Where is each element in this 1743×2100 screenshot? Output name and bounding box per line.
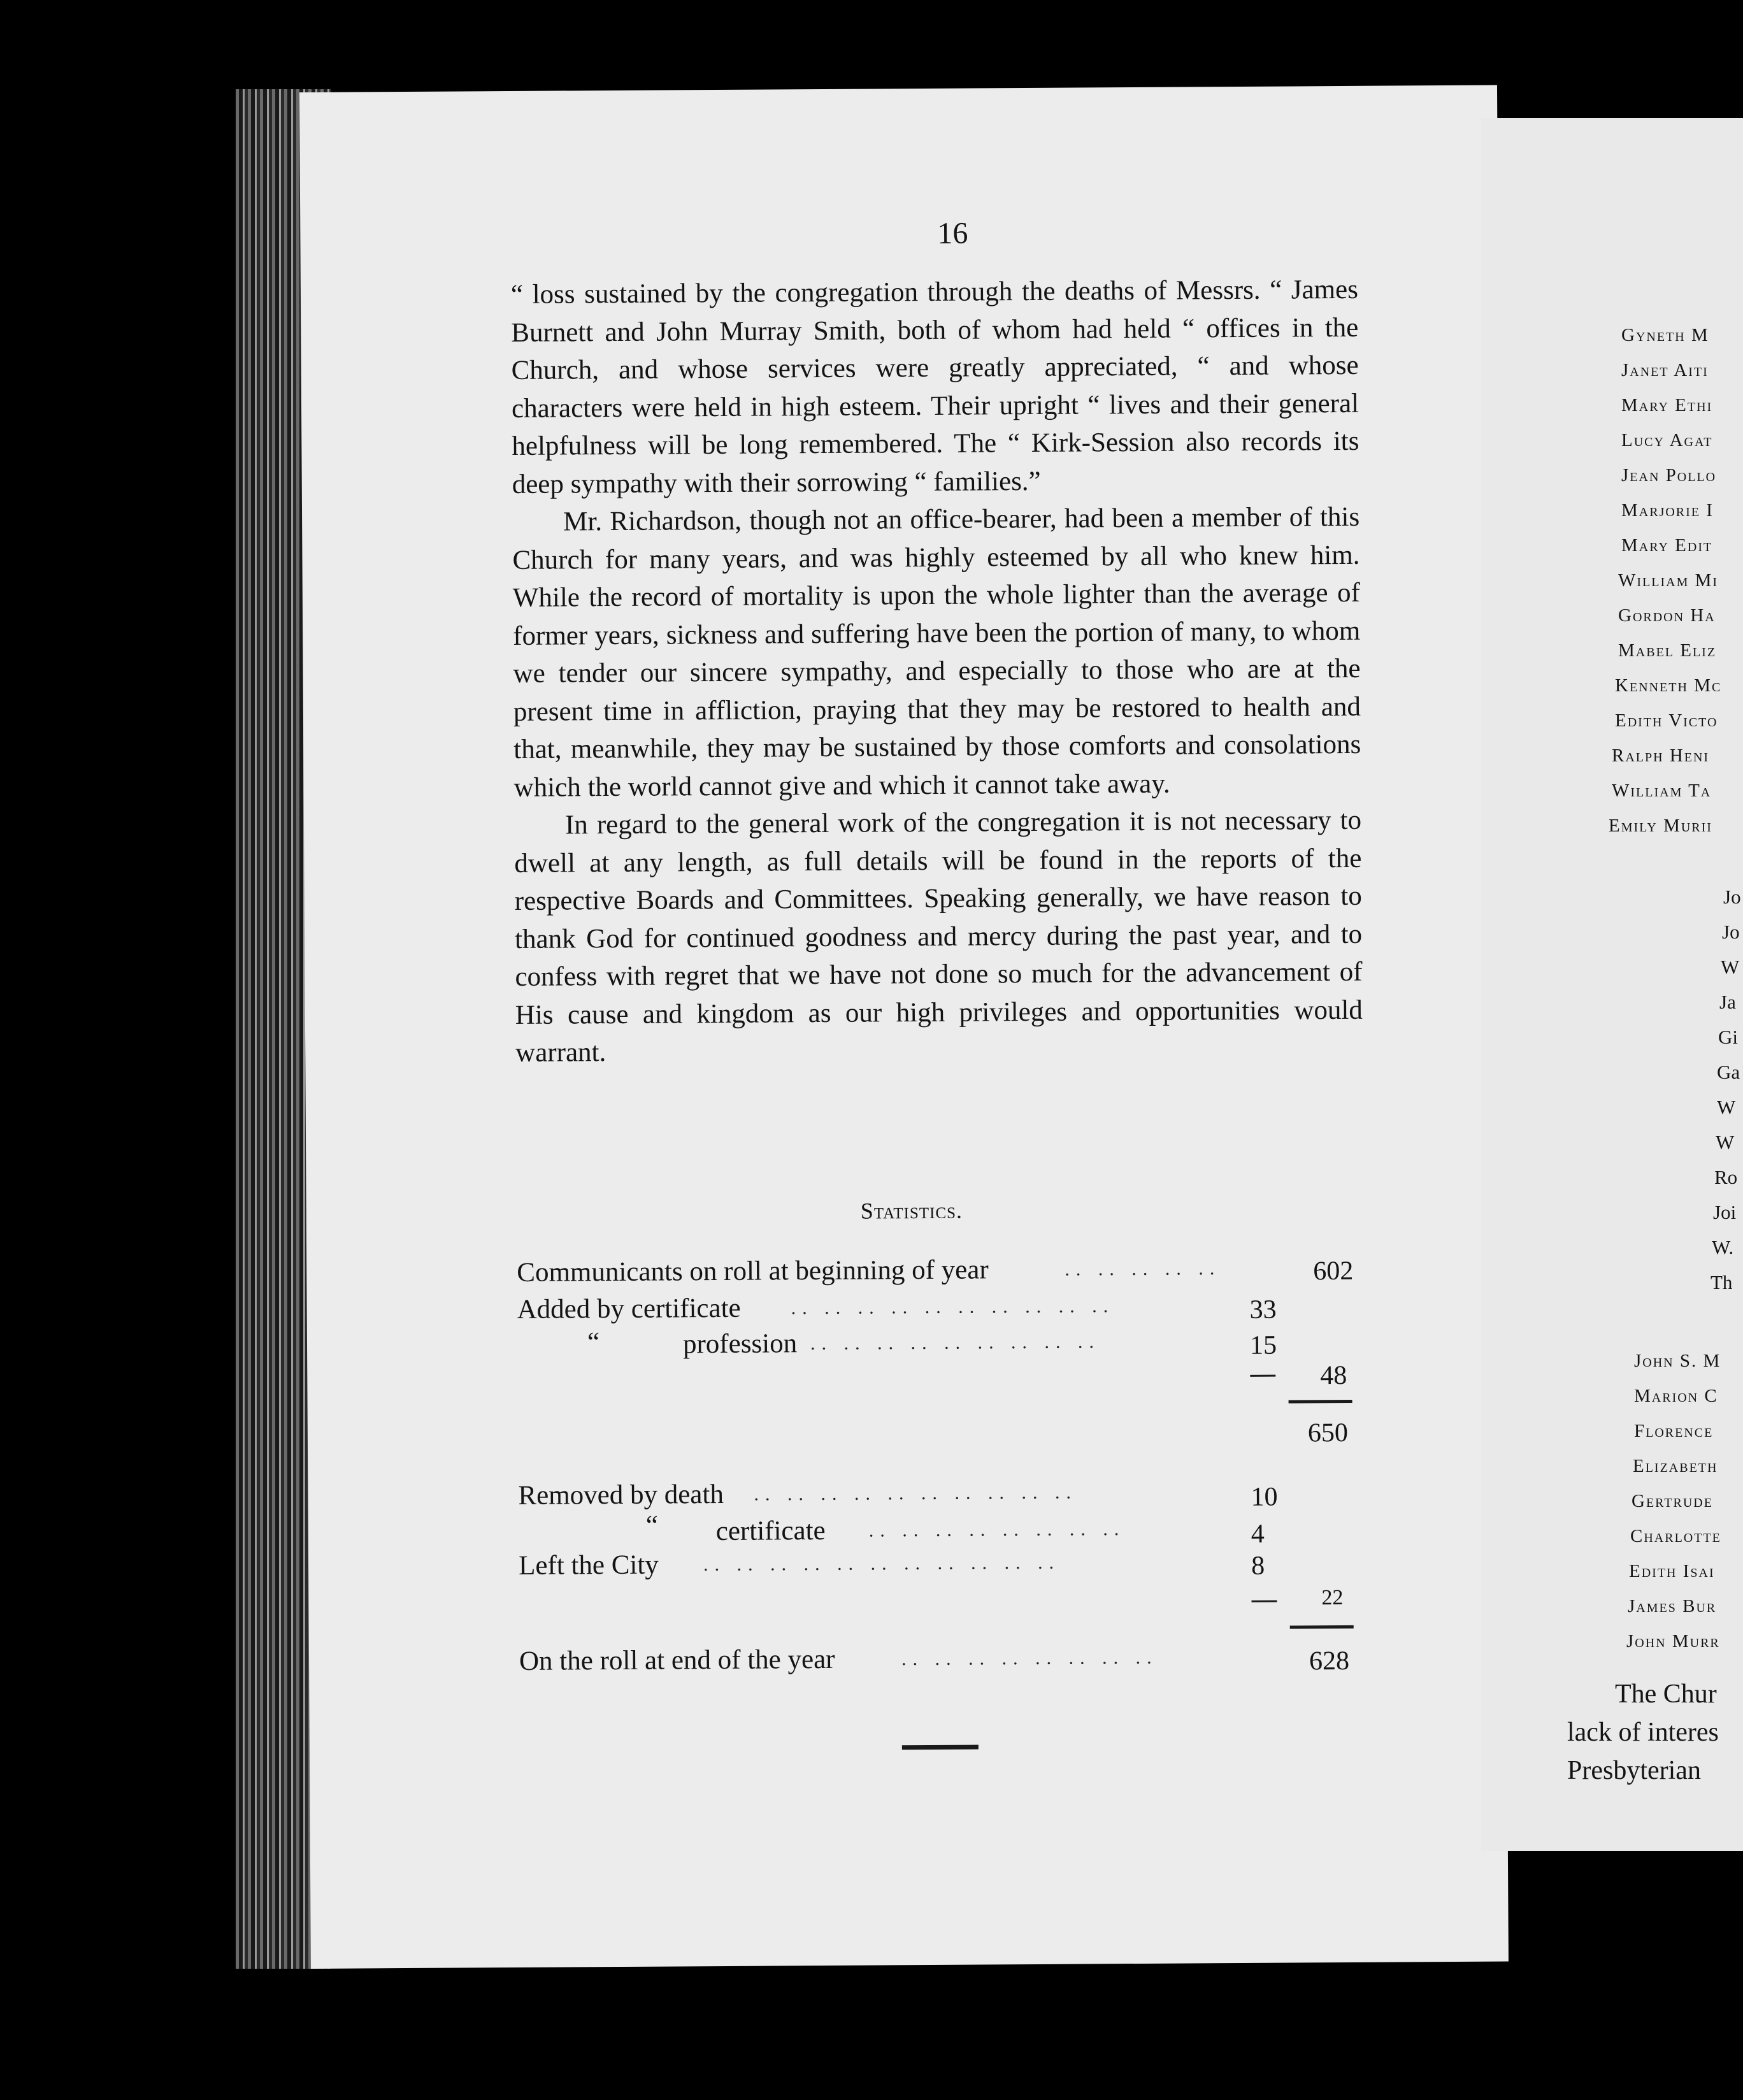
subtotal-value: 650 bbox=[1307, 1418, 1349, 1448]
removed-death-label: Removed by death bbox=[518, 1479, 724, 1511]
initial-entry: Jo bbox=[1722, 921, 1740, 943]
initial-entry: W bbox=[1721, 956, 1740, 978]
left-city-value: 8 bbox=[1251, 1551, 1265, 1581]
right-page-list bbox=[1481, 118, 1743, 1851]
name-entry: Mabel Eliz bbox=[1618, 640, 1717, 661]
initial-entry: Th bbox=[1711, 1271, 1733, 1293]
name-entry: Marion C bbox=[1634, 1386, 1718, 1406]
name-entry: Ralph Heni bbox=[1612, 745, 1710, 766]
name-entry: Florence bbox=[1634, 1421, 1714, 1441]
initial-entry: Ga bbox=[1717, 1061, 1740, 1083]
ditto-mark: “ bbox=[645, 1510, 658, 1541]
name-entry: Edith Isai bbox=[1629, 1561, 1715, 1581]
communicants-value: 602 bbox=[1313, 1256, 1354, 1286]
paragraph-line: lack of interes bbox=[1567, 1718, 1719, 1747]
paragraph-line: Presbyterian bbox=[1567, 1756, 1701, 1785]
initial-entry: Jo bbox=[1723, 886, 1741, 908]
removed-total: 22 bbox=[1321, 1586, 1344, 1610]
name-entry: Mary Edit bbox=[1621, 535, 1713, 556]
added-certificate-value: 33 bbox=[1249, 1295, 1277, 1325]
paragraph-line: The Chur bbox=[1615, 1679, 1717, 1709]
name-entry: William Ta bbox=[1612, 780, 1712, 801]
name-entry: Elizabeth bbox=[1633, 1456, 1718, 1476]
end-of-year-value: 628 bbox=[1309, 1646, 1350, 1676]
removed-death-value: 10 bbox=[1251, 1482, 1278, 1512]
leader-dots: .. .. .. .. .. .. .. .. .. .. .. bbox=[703, 1551, 1061, 1576]
paragraph-3: In regard to the general work of the congregation it is not necessary to dwell at any length, as full details will be found in the reports of the respective Boards and Committees. Speaking generally, we have reason to thank God for continued goodness and mercy during the past year, and to confess with regret that we have not done so much for the advancement of His cause and kingdom as our high privileges and opportunities would warrant. bbox=[514, 805, 1363, 1068]
sum-rule bbox=[1290, 1625, 1354, 1629]
initial-entry: W bbox=[1716, 1131, 1735, 1153]
end-of-year-label: On the roll at end of the year bbox=[519, 1644, 835, 1676]
name-entry: Emily Murii bbox=[1609, 816, 1712, 836]
leader-dots: .. .. .. .. .. bbox=[1065, 1258, 1221, 1280]
name-entry: William Mi bbox=[1618, 570, 1719, 591]
ditto-mark: “ bbox=[587, 1327, 600, 1358]
initial-entry: W. bbox=[1712, 1236, 1734, 1258]
statistics-heading: Statistics. bbox=[860, 1197, 963, 1224]
initial-entry: Ro bbox=[1714, 1166, 1738, 1188]
initial-entry: Joi bbox=[1713, 1201, 1737, 1223]
dash-mark bbox=[1251, 1600, 1277, 1602]
name-entry: Lucy Agat bbox=[1621, 430, 1713, 450]
name-entry: John S. M bbox=[1634, 1351, 1721, 1371]
name-entry: Mary Ethi bbox=[1621, 395, 1713, 415]
communicants-label: Communicants on roll at beginning of year bbox=[517, 1255, 989, 1288]
initial-entry: Gi bbox=[1718, 1026, 1738, 1048]
sum-rule bbox=[1289, 1400, 1352, 1404]
right-page bbox=[1481, 118, 1743, 1851]
leader-dots: .. .. .. .. .. .. .. .. bbox=[868, 1518, 1126, 1541]
leader-dots: .. .. .. .. .. .. .. .. .. bbox=[810, 1331, 1101, 1355]
name-entry: Gertrude bbox=[1632, 1491, 1713, 1511]
name-entry: Edith Victo bbox=[1615, 710, 1718, 731]
left-page bbox=[299, 85, 1509, 1969]
name-entry: Gyneth M bbox=[1621, 325, 1709, 345]
added-total: 48 bbox=[1320, 1360, 1347, 1391]
name-entry: Gordon Ha bbox=[1618, 605, 1716, 626]
name-entry: Marjorie I bbox=[1621, 500, 1714, 521]
leader-dots: .. .. .. .. .. .. .. .. bbox=[901, 1646, 1158, 1670]
leader-dots: .. .. .. .. .. .. .. .. .. .. bbox=[791, 1295, 1115, 1319]
left-city-label: Left the City bbox=[518, 1550, 659, 1581]
paragraph-2: Mr. Richardson, though not an office-bearer, had been a member of this Church for many years, and was highly esteemed by all who knew him. While the record of mortality is upon the whole lighter than the average of former years, sickness and suffering have been the portion of many, to whom we tender our sincere sympathy, and especially to those who are at the present time in affliction, praying that they may be restored to health and that, meanwhile, they may be sustained by those comforts and consolations which the world cannot give and which it cannot take away. bbox=[512, 501, 1361, 803]
page-number: 16 bbox=[937, 216, 968, 250]
dash-mark bbox=[1250, 1375, 1275, 1377]
name-entry: Kenneth Mc bbox=[1615, 675, 1722, 696]
leader-dots: .. .. .. .. .. .. .. .. .. .. bbox=[754, 1481, 1078, 1505]
initial-entry: W bbox=[1717, 1096, 1736, 1118]
name-entry: James Bur bbox=[1628, 1596, 1717, 1616]
added-profession-value: 15 bbox=[1249, 1330, 1277, 1360]
initial-entry: Ja bbox=[1719, 991, 1736, 1013]
added-profession-label: profession bbox=[682, 1328, 798, 1360]
removed-certificate-value: 4 bbox=[1251, 1519, 1265, 1549]
removed-certificate-label: certificate bbox=[715, 1515, 826, 1547]
name-entry: John Murr bbox=[1626, 1631, 1720, 1651]
body-text bbox=[511, 271, 1363, 1072]
closing-rule bbox=[902, 1745, 979, 1750]
added-certificate-label: Added by certificate bbox=[517, 1293, 741, 1325]
name-entry: Jean Pollo bbox=[1621, 465, 1717, 485]
name-entry: Charlotte bbox=[1630, 1526, 1721, 1546]
name-entry: Janet Aiti bbox=[1621, 360, 1709, 380]
paragraph-1: “ loss sustained by the congregation through the deaths of Messrs. “ James Burnett and John Murray Smith, both of whom had held “ offices in the Church, and whose services were greatly appreciated, “ and whose characters were held in high esteem. Their upright “ lives and their general helpfulness will be long remembered. The “ Kirk-Session also records its deep sympathy with their sorrowing “ families.” bbox=[510, 274, 1359, 500]
